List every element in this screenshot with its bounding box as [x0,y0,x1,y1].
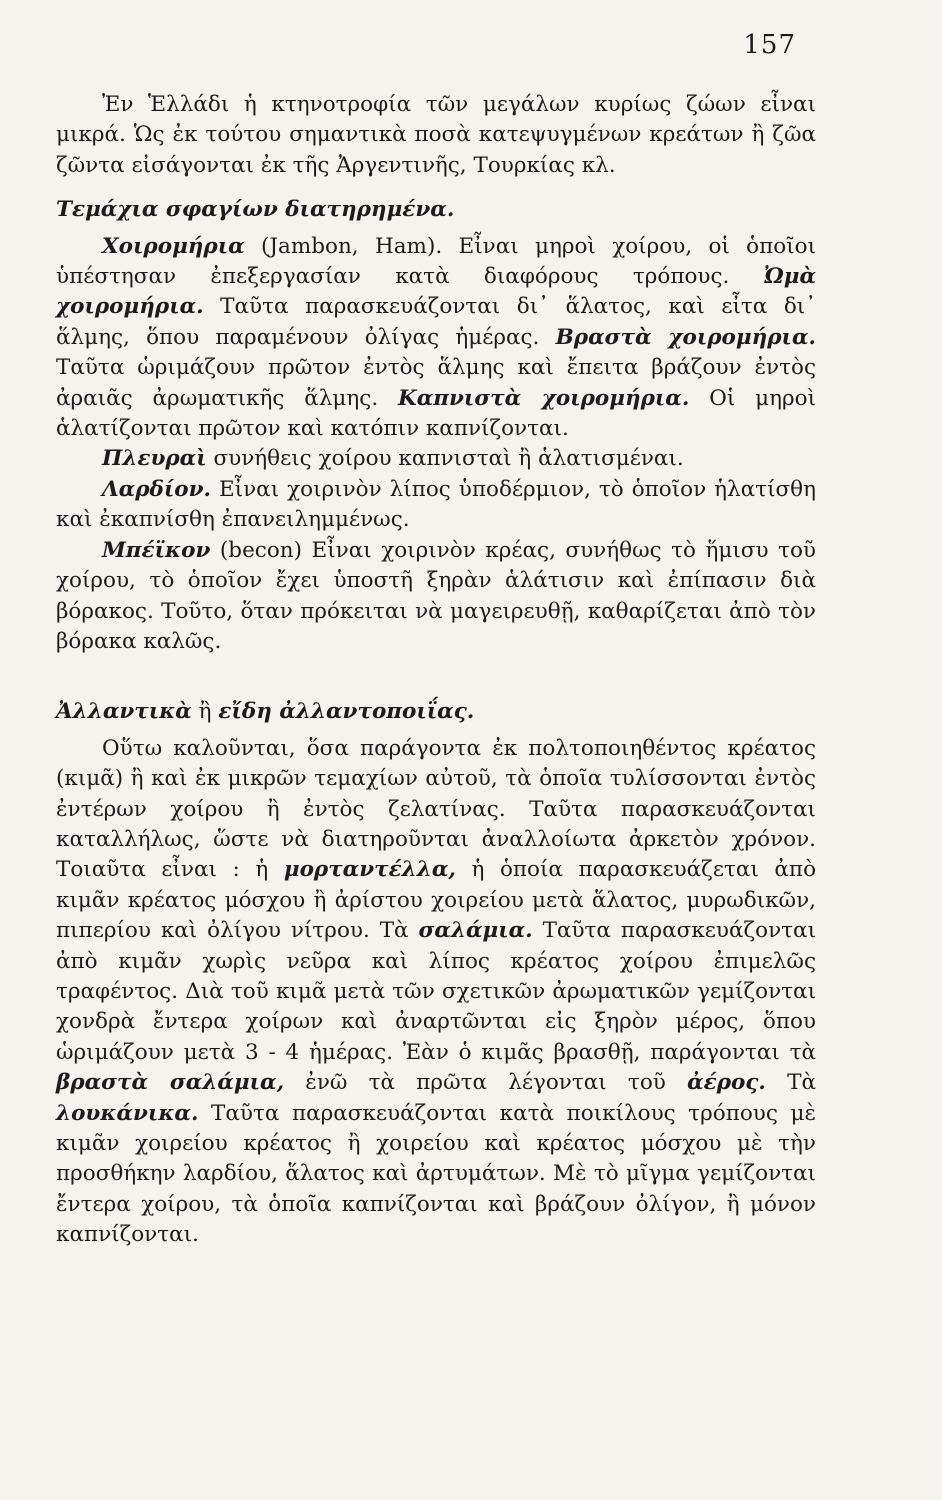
ribs-paragraph [56,444,816,474]
ham-text-4: Οἱ μηροὶ ἁλατίζονται πρῶτον καὶ κατόπιν καπνίζονται. [56,385,817,442]
term-ham: Χοιρομήρια [102,233,245,259]
ribs-text: συνήθεις χοίρου καπνισταὶ ἢ ἁλατισμέναι. [206,446,684,472]
ham-text-3: Ταῦτα ὡριμάζουν πρῶτον ἐντὸς ἅλμης καὶ ἔπειτα βράζουν ἐντὸς ἀραιᾶς ἀρωματικῆς ἅλμης. [56,355,816,411]
sausages-heading-b: ἢ [191,699,219,725]
term-boiled-ham: Βραστὰ χοιρομήρια. [555,324,816,350]
sausages-text-1: Οὕτω καλοῦνται, ὅσα παράγοντα ἐκ πολτοποιηθέντος κρέατος (κιμᾶ) ἢ καὶ ἐκ μικρῶν τεμαχίων αὐτοῦ, τὰ ὁποῖα τυλίσσονται ἐντὸς ἐντέρων χοίρου ἢ ἐντὸς ζελατίνας. Ταῦτα παρασκευάζονται καταλλήλως, ὥστε νὰ διατηροῦνται ἀναλλοίωτα ἀρκετὸν χρόνον. Τοιαῦτα εἶναι : ἡ [56,735,816,883]
term-bacon: Μπέϊκον [102,537,211,563]
body-text [56,90,816,1251]
intro-paragraph: Ἐν Ἑλλάδι ἡ κτηνοτροφία τῶν μεγάλων κυρίως ζώων εἶναι μικρά. Ὡς ἐκ τούτου σημαντικὰ ποσὰ κατεψυγμένων κρεάτων ἢ ζῶα ζῶντα εἰσάγονται ἐκ τῆς Ἀργεντινῆς, Τουρκίας κλ. [56,92,816,178]
term-lard: Λαρδίον. [102,476,212,502]
term-boiled-salami: βραστὰ σαλάμια, [56,1070,285,1096]
sausages-text-6: Ταῦτα παρασκευάζονται κατὰ ποικίλους τρόπους μὲ κιμᾶν χοιρείου κρέατος ἢ χοιρείου καὶ κρέατος μόσχου μὲ τὴν προσθήκην λαρδίου, ἅλατος καὶ ἀρτυμάτων. Μὲ τὸ μῖγμα γεμίζονται ἔντερα χοίρου, τὰ ὁποῖα καπνίζονται καὶ βράζουν ὀλίγον, ἢ μόνον καπνίζονται. [56,1100,816,1248]
ham-paragraph [56,232,816,445]
sausages-text-5: Τὰ [765,1070,817,1096]
bacon-text: (becon) Εἶναι χοιρινὸν κρέας, συνήθως τὸ ἥμισυ τοῦ χοίρου, τὸ ὁποῖον ἔχει ὑποστῆ ξηρὰν ἁλάτισιν καὶ ἐπίπασιν διὰ βόρακος. Τοῦτο, ὅταν πρόκειται νὰ μαγειρευθῇ, καθαρίζεται ἀπὸ τὸν βόρακα καλῶς. [56,537,816,654]
term-salami: σαλάμια. [418,918,533,944]
page-number: 157 [743,30,796,60]
section-heading-preserved-cuts: Τεμάχια σφαγίων διατηρημένα. [56,197,455,223]
term-loukanika: λουκάνικα. [56,1100,199,1126]
sausages-text-3: Ταῦτα παρασκευάζονται ἀπὸ κιμᾶν χωρὶς νεῦρα καὶ λίπος κρέατος χοίρου ἐπιμελῶς τραφέντος. Διὰ τοῦ κιμᾶ μετὰ τῶν σχετικῶν ἀρωματικῶν γεμίζονται χονδρὰ ἔντερα χοίρων καὶ ἀναρτῶνται εἰς ξηρὸν μέρος, ὅπου ὡριμάζουν μετὰ 3 - 4 ἡμέρας. Ἐὰν ὁ κιμᾶς βρασθῇ, παράγονται τὰ [56,918,817,1065]
lard-text: Εἶναι χοιρινὸν λίπος ὑποδέρμιον, τὸ ὁποῖον ἡλατίσθη καὶ ἐκαπνίσθη ἐπανειλημμένως. [56,476,816,533]
sausages-heading-a: Ἀλλαντικὰ [56,699,192,725]
bacon-paragraph [56,536,816,658]
term-mortadella: μορταντέλλα, [283,857,456,883]
section-heading-sausages [56,697,816,727]
term-raw-ham: Ὠμὰ χοιρομήρια. [56,264,816,320]
ham-text-2: Ταῦτα παρασκευάζονται δι᾿ ἅλατος, καὶ εἶτα δι᾿ ἅλμης, ὅπου παραμένουν ὀλίγας ἡμέρας. [56,294,816,350]
sausages-heading-c: εἴδη ἀλλαντοποιΐας. [218,699,475,725]
sausages-text-4: ἐνῶ τὰ πρῶτα λέγονται τοῦ [284,1070,688,1096]
ham-text-1: (Jambon, Ham). Εἶναι μηροὶ χοίρου, οἱ ὁποῖοι ὑπέστησαν ἐπεξεργασίαν κατὰ διαφόρους τρόπους. [56,233,816,290]
term-air: ἀέρος. [687,1070,766,1096]
term-ribs: Πλευραὶ [102,446,207,472]
lard-paragraph [56,475,816,536]
sausages-text-2: ἡ ὁποία παρασκευάζεται ἀπὸ κιμᾶν κρέατος μόσχου ἢ ἀρίστου χοιρείου μετὰ ἅλατος, μυρωδικῶν, πιπερίου καὶ ὀλίγου νίτρου. Τὰ [56,857,817,944]
term-smoked-ham: Καπνιστὰ χοιρομήρια. [398,385,690,411]
sausages-paragraph [56,734,816,1251]
